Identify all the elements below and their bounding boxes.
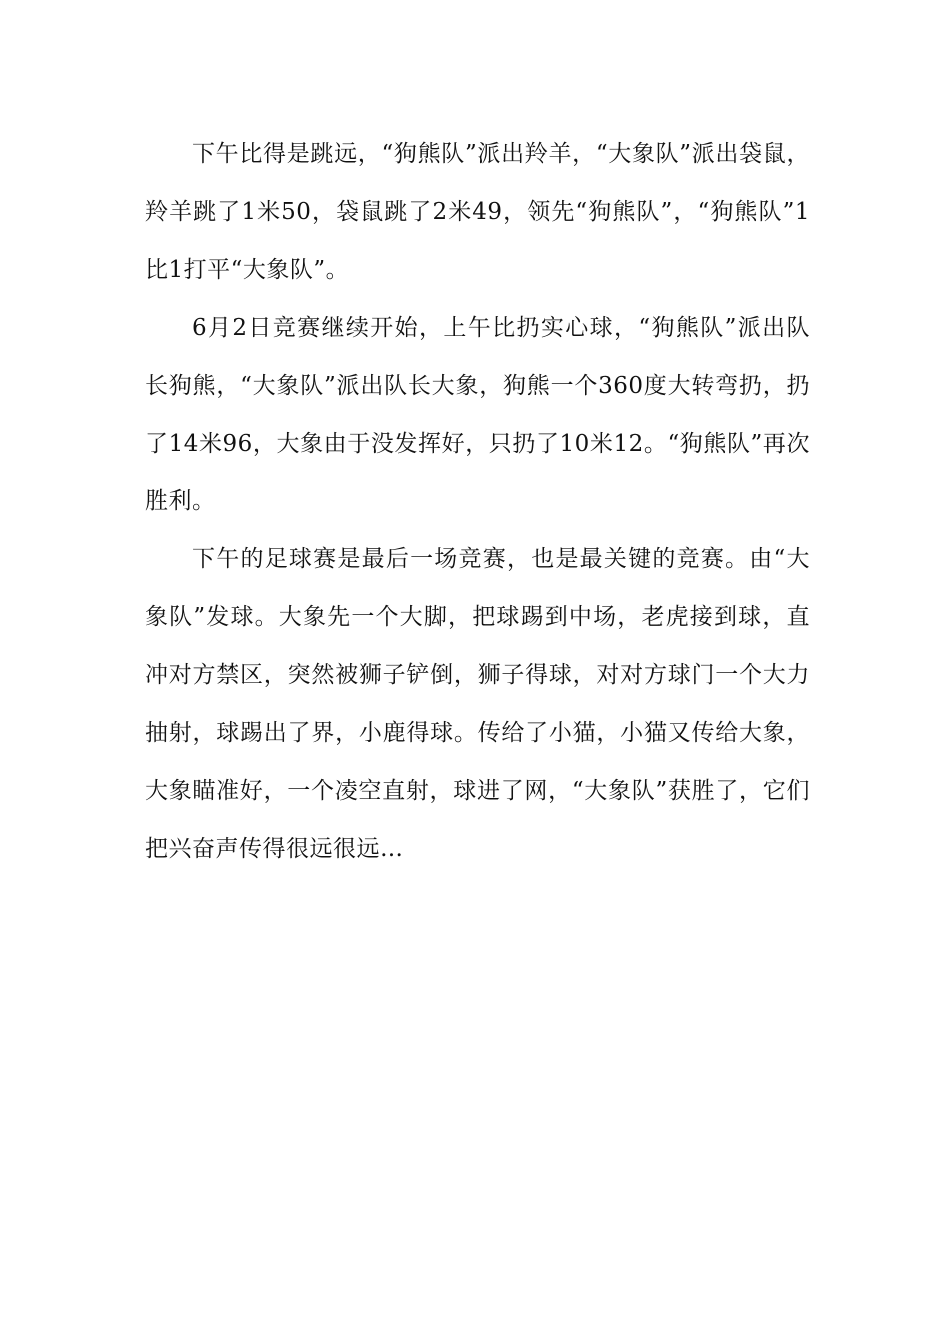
paragraph-long-jump: 下午比得是跳远，“狗熊队”派出羚羊，“大象队”派出袋鼠，羚羊跳了1米50，袋鼠跳了2米49，领先“狗熊队”，“狗熊队”1比1打平“大象队”。 (145, 141, 810, 283)
document-body (145, 126, 810, 879)
paragraph-shot-put: 6月2日竞赛继续开始，上午比扔实心球，“狗熊队”派出队长狗熊，“大象队”派出队长大象，狗熊一个360度大转弯扔，扔了14米96，大象由于没发挥好，只扔了10米12。“狗熊队”再次胜利。 (145, 314, 810, 515)
paragraph-football: 下午的足球赛是最后一场竞赛，也是最关键的竞赛。由“大象队”发球。大象先一个大脚，把球踢到中场，老虎接到球，直冲对方禁区，突然被狮子铲倒，狮子得球，对对方球门一个大力抽射，球踢出了界，小鹿得球。传给了小猫，小猫又传给大象，大象瞄准好，一个凌空直射，球进了网，“大象队”获胜了，它们把兴奋声传得很远很远… (145, 546, 810, 862)
